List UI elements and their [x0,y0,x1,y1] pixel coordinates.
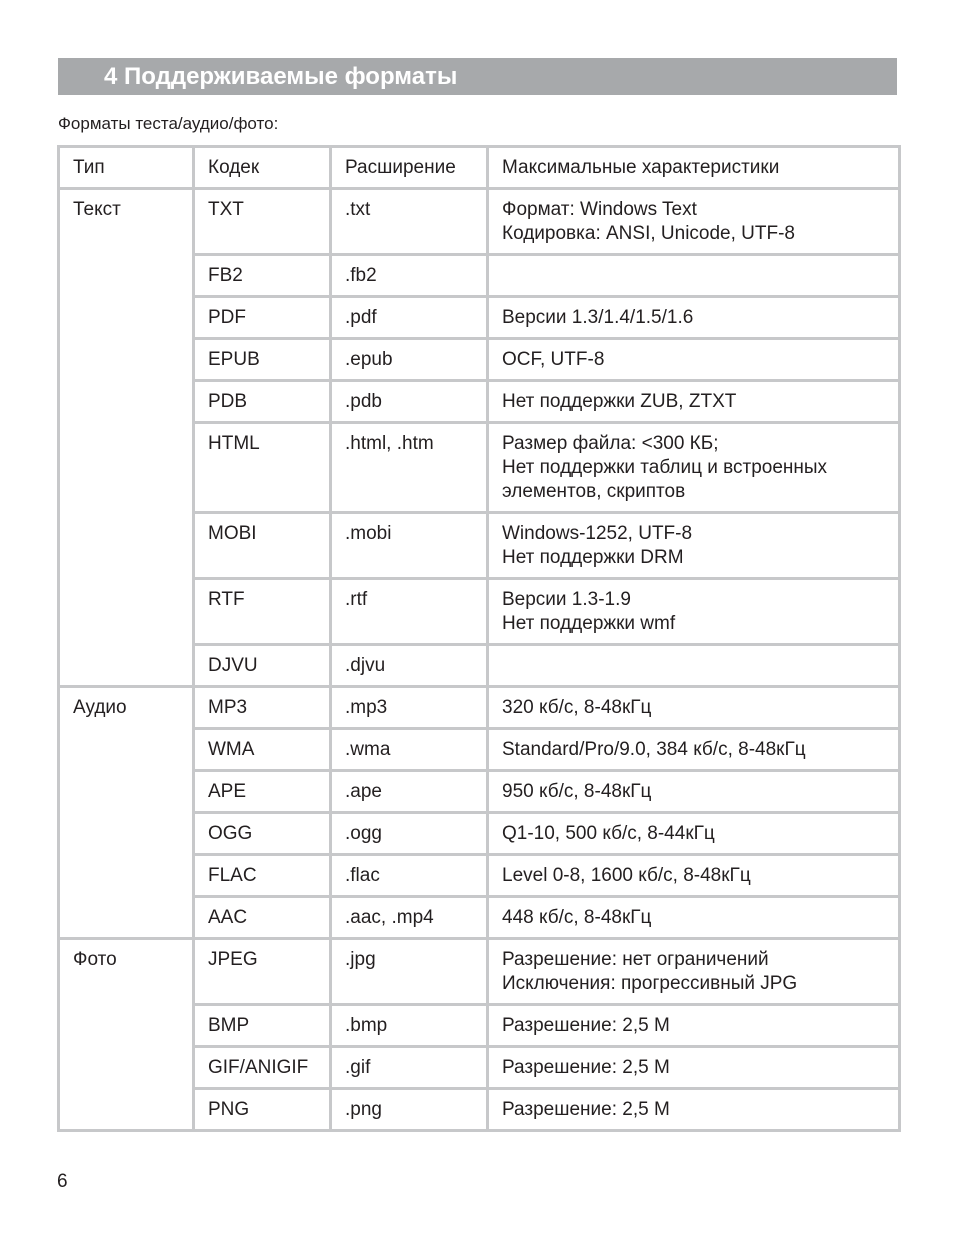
spec-line: Разрешение: 2,5 M [502,1057,670,1078]
table-row [59,687,900,729]
table-row [59,189,900,255]
cell-codec: RTF [194,579,331,645]
table-caption: Форматы теста/аудио/фото: [58,114,279,133]
cell-extension: .rtf [331,579,488,645]
spec-line: Разрешение: 2,5 M [502,1099,670,1120]
cell-type: Аудио [59,687,194,939]
cell-max-specs [488,189,900,255]
spec-line: Q1-10, 500 кб/с, 8-44кГц [502,823,715,844]
cell-codec: FB2 [194,255,331,297]
cell-codec: MOBI [194,513,331,579]
cell-codec: HTML [194,423,331,513]
cell-codec: MP3 [194,687,331,729]
spec-line: Исключения: прогрессивный JPG [502,973,798,994]
cell-codec: FLAC [194,855,331,897]
section-heading: 4 Поддерживаемые форматы [104,63,458,90]
spec-line: Нет поддержки DRM [502,547,684,568]
cell-extension: .mobi [331,513,488,579]
cell-max-specs [488,579,900,645]
cell-codec: TXT [194,189,331,255]
cell-max-specs [488,381,900,423]
cell-max-specs [488,897,900,939]
spec-line: Windows-1252, UTF-8 [502,523,693,544]
cell-extension: .fb2 [331,255,488,297]
cell-extension: .pdf [331,297,488,339]
cell-max-specs [488,1005,900,1047]
cell-type: Фото [59,939,194,1131]
cell-max-specs [488,339,900,381]
cell-extension: .mp3 [331,687,488,729]
cell-codec: AAC [194,897,331,939]
spec-line: 950 кб/с, 8-48кГц [502,781,652,802]
table-row [59,939,900,1005]
spec-line: Версии 1.3/1.4/1.5/1.6 [502,307,694,328]
cell-codec: EPUB [194,339,331,381]
cell-extension: .pdb [331,381,488,423]
table-header-row [59,147,900,189]
cell-max-specs [488,645,900,687]
cell-max-specs [488,771,900,813]
spec-line: OCF, UTF-8 [502,349,605,370]
cell-extension: .wma [331,729,488,771]
cell-max-specs [488,855,900,897]
cell-extension: .jpg [331,939,488,1005]
page-number: 6 [57,1171,68,1192]
spec-line: Размер файла: <300 КБ; [502,433,719,454]
spec-line: Level 0-8, 1600 кб/с, 8-48кГц [502,865,751,886]
cell-codec: OGG [194,813,331,855]
spec-line: Нет поддержки ZUB, ZTXT [502,391,737,412]
cell-extension: .txt [331,189,488,255]
cell-codec: PDB [194,381,331,423]
cell-max-specs [488,939,900,1005]
cell-extension: .aac, .mp4 [331,897,488,939]
spec-line: Standard/Pro/9.0, 384 кб/с, 8-48кГц [502,739,806,760]
cell-extension: .ogg [331,813,488,855]
cell-max-specs [488,1089,900,1131]
cell-codec: APE [194,771,331,813]
spec-line: Кодировка: ANSI, Unicode, UTF-8 [502,223,795,244]
header-type: Тип [59,147,194,189]
cell-extension: .epub [331,339,488,381]
cell-max-specs [488,1047,900,1089]
spec-line: элементов, скриптов [502,481,686,502]
cell-max-specs [488,255,900,297]
cell-extension: .gif [331,1047,488,1089]
spec-line: 448 кб/с, 8-48кГц [502,907,652,928]
cell-codec: PNG [194,1089,331,1131]
cell-max-specs [488,297,900,339]
spec-line: Нет поддержки wmf [502,613,676,634]
header-codec: Кодек [194,147,331,189]
spec-line: Версии 1.3-1.9 [502,589,631,610]
cell-extension: .ape [331,771,488,813]
cell-extension: .bmp [331,1005,488,1047]
cell-codec: DJVU [194,645,331,687]
spec-line: Разрешение: 2,5 M [502,1015,670,1036]
header-extension: Расширение [331,147,488,189]
cell-extension: .flac [331,855,488,897]
cell-extension: .png [331,1089,488,1131]
cell-max-specs [488,687,900,729]
cell-codec: BMP [194,1005,331,1047]
spec-line: Разрешение: нет ограничений [502,949,769,970]
cell-codec: WMA [194,729,331,771]
cell-codec: JPEG [194,939,331,1005]
cell-type: Текст [59,189,194,687]
cell-extension: .djvu [331,645,488,687]
cell-max-specs [488,513,900,579]
spec-line: Формат: Windows Text [502,199,697,220]
cell-codec: PDF [194,297,331,339]
spec-line: Нет поддержки таблиц и встроенных [502,457,828,478]
cell-max-specs [488,813,900,855]
cell-max-specs [488,729,900,771]
cell-codec: GIF/ANIGIF [194,1047,331,1089]
cell-max-specs [488,423,900,513]
header-max-specs: Максимальные характеристики [488,147,900,189]
cell-extension: .html, .htm [331,423,488,513]
formats-table [57,145,901,1132]
spec-line: 320 кб/с, 8-48кГц [502,697,652,718]
